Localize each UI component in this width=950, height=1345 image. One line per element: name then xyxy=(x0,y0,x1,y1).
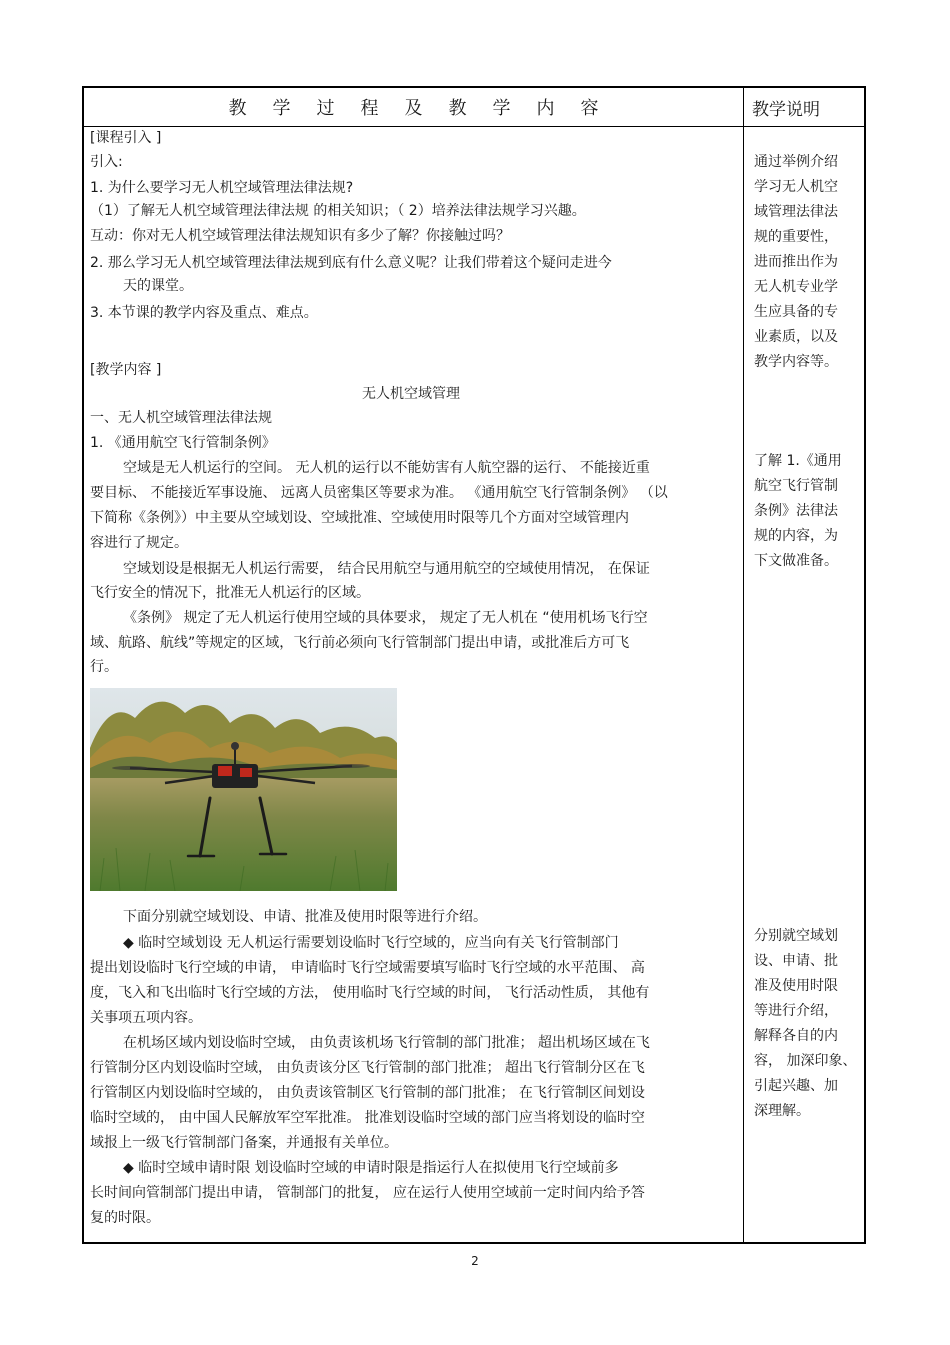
header-char: 教 xyxy=(448,98,467,119)
note-line: 规的内容，为 xyxy=(754,528,838,544)
text-line: 空域是无人机运行的空间。 无人机的运行以不能妨害有人航空器的运行、 不能接近重 xyxy=(123,460,650,476)
bullet-item: ◆ 临时空域申请时限 划设临时空域的申请时限是指运行人在拟使用飞行空域前多 xyxy=(123,1160,619,1176)
note-line: 教学内容等。 xyxy=(754,354,838,370)
text-line: 提出划设临时飞行空域的申请， 申请临时飞行空域需要填写临时飞行空域的水平范围、 高 xyxy=(90,960,645,976)
heading: 1. 《通用航空飞行管制条例》 xyxy=(90,435,276,451)
list-item: 2. 那么学习无人机空域管理法律法规到底有什么意义呢？让我们带着这个疑问走进今 xyxy=(90,255,612,271)
note-line: 了解 1.《通用 xyxy=(754,453,842,469)
text-line: 天的课堂。 xyxy=(123,278,193,294)
section-title: 无人机空域管理 xyxy=(362,386,460,402)
text-line: 在机场区域内划设临时空域， 由负责该机场飞行管制的部门批准； 超出机场区域在飞 xyxy=(123,1035,650,1051)
drone-photo xyxy=(90,688,397,891)
note-line: 航空飞行管制 xyxy=(754,478,838,494)
bullet-item: ◆ 临时空域划设 无人机运行需要划设临时飞行空域的，应当向有关飞行管制部门 xyxy=(123,935,619,951)
heading: 一、无人机空域管理法律法规 xyxy=(90,410,272,426)
section-label: [课程引入 ] xyxy=(90,130,162,146)
list-item: 3. 本节课的教学内容及重点、难点。 xyxy=(90,305,318,321)
note-line: 业素质，以及 xyxy=(754,329,838,345)
text-line: 复的时限。 xyxy=(90,1210,160,1226)
text-line: 引入: xyxy=(90,154,123,170)
text-line: 空域划设是根据无人机运行需要， 结合民用航空与通用航空的空域使用情况， 在保证 xyxy=(123,561,650,577)
header-char: 内 xyxy=(536,98,555,119)
text-line: 长时间向管制部门提出申请， 管制部门的批复， 应在运行人使用空域前一定时间内给予答 xyxy=(90,1185,645,1201)
header-char: 学 xyxy=(492,98,511,119)
header-divider xyxy=(84,126,864,127)
note-line: 域管理法律法 xyxy=(754,204,838,220)
text-line: 域报上一级飞行管制部门备案，并通报有关单位。 xyxy=(90,1135,398,1151)
note-line: 解释各自的内 xyxy=(754,1028,838,1044)
header-char: 程 xyxy=(360,98,379,119)
text-line: （1）了解无人机空域管理法律法规 的相关知识；（ 2）培养法律法规学习兴趣。 xyxy=(90,203,586,219)
text-line: 临时空域的， 由中国人民解放军空军批准。 批准划设临时空域的部门应当将划设的临时空 xyxy=(90,1110,645,1126)
text-line: 关事项五项内容。 xyxy=(90,1010,202,1026)
text-line: 容进行了规定。 xyxy=(90,535,188,551)
note-line: 容， 加深印象、 xyxy=(754,1053,857,1069)
header-teaching-notes: 教学说明 xyxy=(752,99,820,120)
header-char: 及 xyxy=(404,98,423,119)
column-divider xyxy=(743,88,744,1242)
header-char: 容 xyxy=(580,98,599,119)
note-line: 深理解。 xyxy=(754,1103,810,1119)
note-line: 通过举例介绍 xyxy=(754,154,838,170)
text-line: 行管制分区内划设临时空域， 由负责该分区飞行管制的部门批准； 超出飞行管制分区在飞 xyxy=(90,1060,645,1076)
text-line: 飞行安全的情况下，批准无人机运行的区域。 xyxy=(90,585,370,601)
header-char: 过 xyxy=(316,98,335,119)
text-line: 互动：你对无人机空域管理法律法规知识有多少了解？你接触过吗？ xyxy=(90,228,510,244)
header-char: 学 xyxy=(272,98,291,119)
text-line: 域、航路、航线”等规定的区域，飞行前必须向飞行管制部门提出申请，或批准后方可飞 xyxy=(90,635,630,651)
note-line: 等进行介绍， xyxy=(754,1003,838,1019)
text-line: 行管制区内划设临时空域的， 由负责该管制区飞行管制的部门批准； 在飞行管制区间划设 xyxy=(90,1085,645,1101)
note-line: 进而推出作为 xyxy=(754,254,838,270)
section-label: [教学内容 ] xyxy=(90,362,162,378)
note-line: 分别就空域划 xyxy=(754,928,838,944)
header-char: 教 xyxy=(228,98,247,119)
note-line: 规的重要性， xyxy=(754,229,838,245)
note-line: 生应具备的专 xyxy=(754,304,838,320)
note-line: 下文做准备。 xyxy=(754,553,838,569)
list-item: 1. 为什么要学习无人机空域管理法律法规? xyxy=(90,180,354,196)
note-line: 条例》法律法 xyxy=(754,503,838,519)
text-line: 《条例》 规定了无人机运行使用空域的具体要求， 规定了无人机在 “使用机场飞行空 xyxy=(123,610,648,626)
text-line: 行。 xyxy=(90,659,118,675)
note-line: 设、申请、批 xyxy=(754,953,838,969)
page-number: 2 xyxy=(471,1254,479,1268)
text-line: 下面分别就空域划设、申请、批准及使用时限等进行介绍。 xyxy=(123,909,487,925)
text-line: 度，飞入和飞出临时飞行空域的方法， 使用临时飞行空域的时间， 飞行活动性质， 其他有 xyxy=(90,985,650,1001)
text-line: 要目标、 不能接近军事设施、 远离人员密集区等要求为准。 《通用航空飞行管制条例》 （以 xyxy=(90,485,668,501)
header-teaching-process xyxy=(84,88,743,126)
note-line: 准及使用时限 xyxy=(754,978,838,994)
note-line: 无人机专业学 xyxy=(754,279,838,295)
note-line: 学习无人机空 xyxy=(754,179,838,195)
note-line: 引起兴趣、加 xyxy=(754,1078,838,1094)
text-line: 下简称《条例》）中主要从空域划设、空域批准、空域使用时限等几个方面对空域管理内 xyxy=(90,510,629,526)
